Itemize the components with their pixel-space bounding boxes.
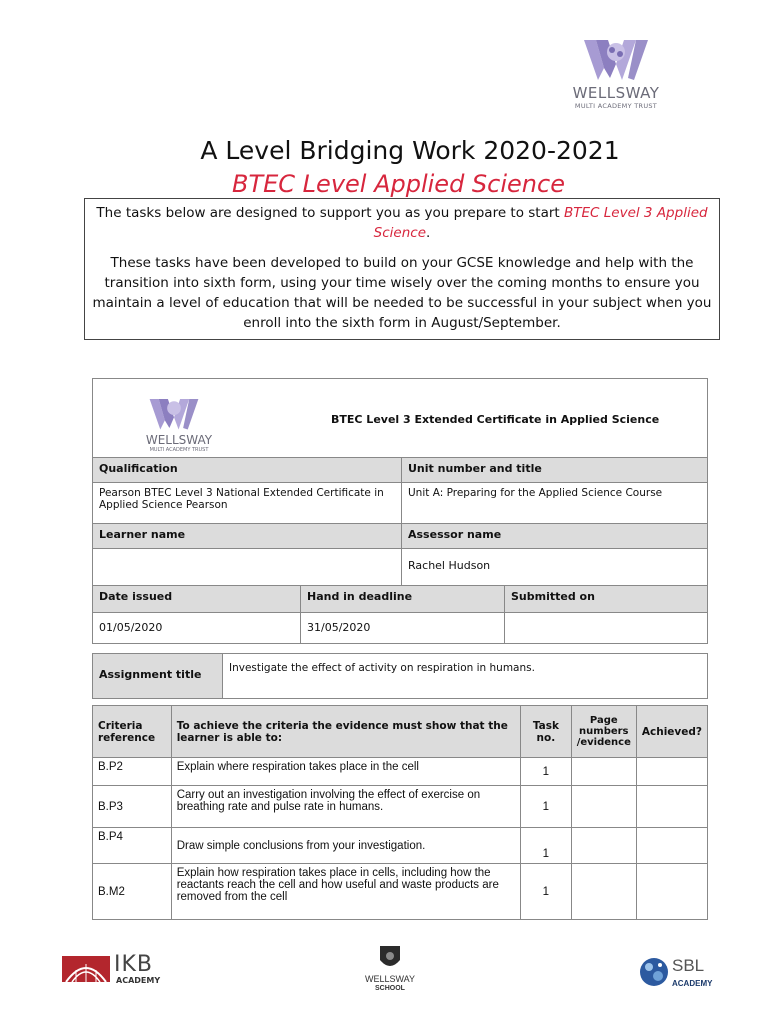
brief-logo-name: WELLSWAY	[145, 433, 213, 447]
ikb-name: IKB	[114, 952, 154, 977]
criteria-pages-header: Page numbers /evidence	[571, 706, 636, 758]
table-row	[93, 828, 708, 864]
school-sub: SCHOOL	[375, 985, 405, 992]
criteria-task: 1	[521, 758, 572, 786]
dates-value-row	[93, 613, 707, 643]
submitted-label: Submitted on	[504, 586, 707, 612]
sbl-name: SBL	[672, 956, 705, 975]
sbl-sub: ACADEMY	[672, 979, 713, 988]
qualification-value: Pearson BTEC Level 3 National Extended Certificate in Applied Science Pearson	[99, 487, 384, 511]
wellsway-school-logo	[360, 944, 420, 1000]
qualification-value-row	[93, 483, 707, 524]
learner-value-row	[93, 549, 707, 586]
criteria-pages-cell[interactable]	[571, 864, 636, 920]
unit-value: Unit A: Preparing for the Applied Science Course	[401, 483, 707, 523]
brief-logo	[123, 393, 223, 453]
date-issued-value: 01/05/2020	[99, 621, 163, 634]
qualification-header-row	[93, 458, 707, 483]
page-subtitle: BTEC Level Applied Science	[232, 170, 565, 198]
brief-header	[93, 379, 707, 458]
intro-paragraph-2: These tasks have been developed to build on your GCSE knowledge and help with the transition into sixth form, using your time wisely over the coming months to ensure you maintain a level of education that will be needed to be successful in your subject when you enroll into the sixth form in August/September.	[92, 255, 712, 331]
dates-header-row	[93, 586, 707, 613]
criteria-evidence: Explain how respiration takes place in cells, including how the reactants reach the cell and how useful and waste products are removed from the cell	[171, 864, 520, 920]
intro-text: The tasks below are designed to support you as you prepare to start	[96, 205, 565, 221]
criteria-achieved-cell[interactable]	[636, 786, 707, 828]
ikb-bridge-icon	[62, 952, 110, 984]
intro-paragraph-1	[91, 203, 713, 243]
criteria-ref-header: Criteria reference	[93, 706, 172, 758]
course-title: BTEC Level 3 Extended Certificate in Applied Science	[331, 413, 660, 426]
criteria-task: 1	[521, 786, 572, 828]
intro-highlight: BTEC Level 3 Applied Science	[373, 205, 708, 241]
criteria-evidence-header: To achieve the criteria the evidence must show that the learner is able to:	[171, 706, 520, 758]
criteria-pages-cell[interactable]	[571, 758, 636, 786]
criteria-evidence: Draw simple conclusions from your investigation.	[171, 828, 520, 864]
criteria-ref: B.P2	[93, 758, 172, 786]
criteria-task: 1	[521, 828, 572, 864]
submitted-value[interactable]	[504, 613, 707, 643]
criteria-header-row	[93, 706, 708, 758]
assignment-title-box	[92, 653, 708, 699]
sbl-academy-logo	[638, 956, 728, 992]
criteria-table	[92, 705, 708, 920]
criteria-ref: B.P3	[93, 786, 172, 828]
criteria-achieved-cell[interactable]	[636, 864, 707, 920]
criteria-evidence: Carry out an investigation involving the effect of exercise on breathing rate and pulse rate in humans.	[171, 786, 520, 828]
assessor-name-value: Rachel Hudson	[401, 549, 707, 585]
ikb-academy-logo	[62, 952, 172, 988]
criteria-pages-cell[interactable]	[571, 786, 636, 828]
criteria-evidence: Explain where respiration takes place in the cell	[171, 758, 520, 786]
qualification-label: Qualification	[93, 458, 401, 482]
criteria-achieved-cell[interactable]	[636, 828, 707, 864]
intro-text-end: .	[426, 225, 431, 241]
assignment-brief	[92, 378, 708, 644]
brief-logo-tagline: MULTI ACADEMY TRUST	[149, 447, 209, 453]
wellsway-w-icon	[149, 399, 199, 431]
assignment-title-value: Investigate the effect of activity on respiration in humans.	[229, 662, 535, 674]
criteria-achieved-cell[interactable]	[636, 758, 707, 786]
criteria-achieved-header: Achieved?	[636, 706, 707, 758]
wellsway-trust-logo	[560, 40, 672, 112]
criteria-pages-cell[interactable]	[571, 828, 636, 864]
hand-in-label: Hand in deadline	[300, 586, 504, 612]
date-issued-label: Date issued	[93, 586, 300, 612]
table-row	[93, 758, 708, 786]
logo-name: WELLSWAY	[572, 84, 660, 102]
logo-tagline: MULTI ACADEMY TRUST	[574, 102, 658, 110]
intro-box	[84, 198, 720, 340]
table-row	[93, 864, 708, 920]
learner-label: Learner name	[93, 524, 401, 548]
hand-in-value: 31/05/2020	[300, 613, 504, 643]
ikb-sub: ACADEMY	[116, 976, 161, 985]
assessor-label: Assessor name	[401, 524, 707, 548]
criteria-task-header: Task no.	[521, 706, 572, 758]
learner-header-row	[93, 524, 707, 549]
learner-name-field[interactable]	[93, 549, 401, 585]
school-name: WELLSWAY	[364, 974, 415, 984]
wellsway-w-icon	[584, 40, 648, 82]
sbl-globe-icon	[638, 956, 670, 988]
criteria-ref: B.P4	[93, 828, 172, 864]
assignment-title-label: Assignment title	[93, 654, 223, 698]
unit-label: Unit number and title	[401, 458, 707, 482]
criteria-ref: B.M2	[93, 864, 172, 920]
criteria-task: 1	[521, 864, 572, 920]
school-crest-icon	[360, 944, 420, 974]
table-row	[93, 786, 708, 828]
page-title: A Level Bridging Work 2020-2021	[200, 136, 620, 165]
